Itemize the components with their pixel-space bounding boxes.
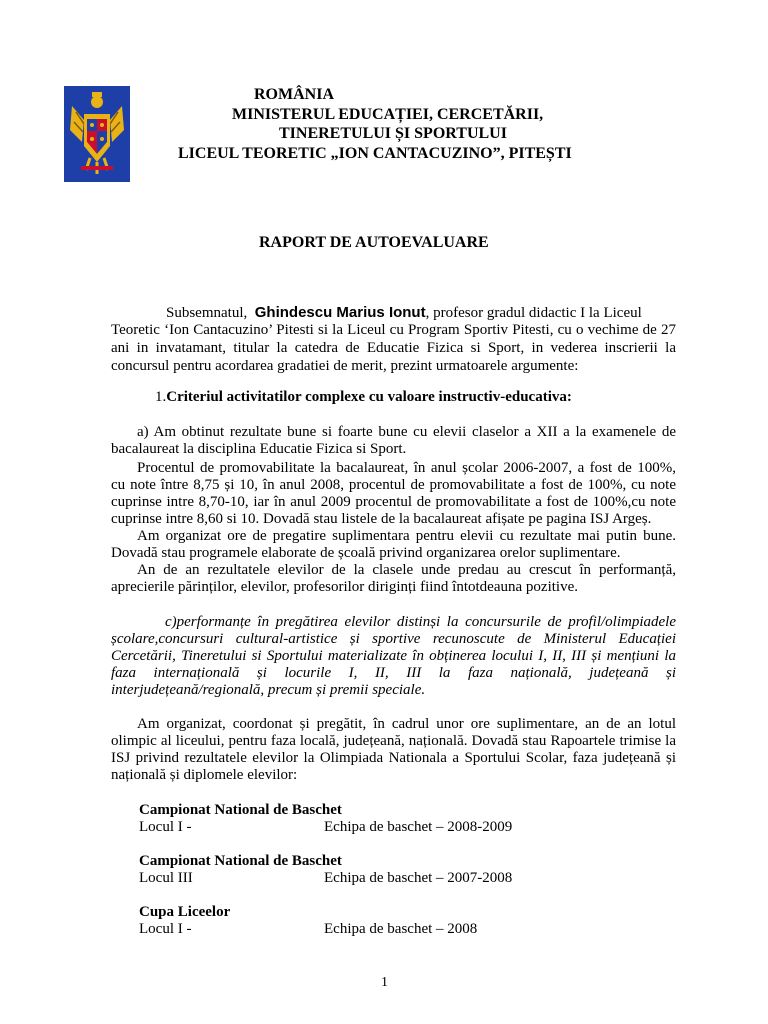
award-title: Campionat National de Baschet bbox=[139, 802, 342, 818]
header-school: LICEUL TEORETIC „ION CANTACUZINO”, PITEȘTI bbox=[178, 145, 572, 162]
section-a-line-3: Procentul de promovabilitate la bacalaureat, în anul școlar 2006-2007, a fost de 100%, bbox=[137, 460, 676, 476]
criterion-number: 1. bbox=[155, 389, 167, 405]
section-org-line-4: națională și diplomele elevilor: bbox=[111, 767, 298, 783]
intro-line-4: concursul pentru acordarea gradatiei de merit, prezint urmatoarele argumente: bbox=[111, 358, 579, 374]
coat-of-arms-icon bbox=[64, 86, 130, 182]
section-a-line-8: Dovadă stau programele elaborate de școală privind organizarea orelor suplimentare. bbox=[111, 545, 621, 561]
section-c-line-3: Cercetării, Tineretului si Sportului materializate în obținerea locului I, II, III și mențiuni la bbox=[111, 648, 676, 664]
section-a-line-9: An de an rezultatele elevilor de la clasele unde predau au crescut în performanță, bbox=[137, 562, 676, 578]
section-org-line-1: Am organizat, coordonat și pregătit, în cadrul unor ore suplimentare, an de an lotul bbox=[137, 716, 676, 732]
document-title: RAPORT DE AUTOEVALUARE bbox=[259, 234, 489, 251]
section-a-line-6: cuprinse intre 8,60 si 10. Dovadă stau listele de la bacalaureat afișate pe pagina ISJ Argeș. bbox=[111, 511, 652, 527]
award-place: Locul III bbox=[139, 870, 193, 886]
intro-pre: Subsemnatul, bbox=[166, 305, 248, 321]
section-org-line-2: olimpic al liceului, pentru faza locală, județeană, națională. Dovadă stau Rapoartele trimise la bbox=[111, 733, 676, 749]
intro-l1-post: , profesor gradul didactic I la Liceul bbox=[425, 305, 642, 321]
section-a-line-7: Am organizat ore de pregatire suplimentara pentru elevii cu rezultate mai putin bune. bbox=[137, 528, 676, 544]
section-c-line-5: interjudețeană/regională, precum și premii speciale. bbox=[111, 682, 426, 698]
criterion-heading bbox=[155, 389, 572, 406]
intro-line-3: ani in invatamant, titular la catedra de Educatie Fizica si Sport, in vederea inscrierii la bbox=[111, 340, 676, 356]
intro-line-2: Teoretic ‘Ion Cantacuzino’ Pitesti si la Liceul cu Program Sportiv Pitesti, cu o vechime de 27 bbox=[111, 322, 676, 338]
award-team: Echipa de baschet – 2008-2009 bbox=[324, 819, 513, 835]
award-title: Campionat National de Baschet bbox=[139, 853, 342, 869]
criterion-label: Criteriul activitatilor complexe cu valoare instructiv-educativa: bbox=[166, 389, 572, 405]
section-org-line-3: ISJ privind rezultatele elevilor la Olimpiada Nationala a Sportului Scolar, faza județeană și bbox=[111, 750, 676, 766]
header-ministry-line2: TINERETULUI ȘI SPORTULUI bbox=[279, 125, 507, 142]
section-c-line-2: școlare,concursuri cultural-artistice și sportive recunoscute de Ministerul Educației bbox=[111, 631, 676, 647]
section-a-line-4: cu note între 8,75 și 10, în anul 2008, procentul de promovabilitate a fost de 100%, cu note bbox=[111, 477, 676, 493]
section-a-line-10: aprecierile părinților, elevilor, profesorilor diriginți fiind întotdeauna pozitive. bbox=[111, 579, 578, 595]
intro-line-1 bbox=[166, 304, 642, 322]
award-title: Cupa Liceelor bbox=[139, 904, 231, 920]
page-number: 1 bbox=[381, 975, 388, 990]
section-c-line-4: faza internațională și locurile I, II, III la faza națională, județeană și bbox=[111, 665, 676, 681]
award-team: Echipa de baschet – 2008 bbox=[324, 921, 478, 937]
section-a-line-2: bacalaureat la disciplina Educatie Fizica si Sport. bbox=[111, 441, 407, 457]
award-place: Locul I - bbox=[139, 819, 192, 835]
header-ministry-line1: MINISTERUL EDUCAȚIEI, CERCETĂRII, bbox=[232, 106, 544, 123]
section-a-line-5: cuprinse intre 8,70-10, iar în anul 2009 procentul de promovabilitate a fost de 100%,cu note bbox=[111, 494, 676, 510]
section-c-line-1: c)performanțe în pregătirea elevilor distinși la concursurile de profil/olimpiadele bbox=[165, 614, 676, 630]
author-name: Ghindescu Marius Ionut bbox=[254, 304, 426, 321]
header-country: ROMÂNIA bbox=[254, 86, 334, 103]
section-a-line-1: a) Am obtinut rezultate bune si foarte bune cu elevii claselor a XII a la examenele de bbox=[137, 424, 676, 440]
award-place: Locul I - bbox=[139, 921, 192, 937]
award-team: Echipa de baschet – 2007-2008 bbox=[324, 870, 513, 886]
